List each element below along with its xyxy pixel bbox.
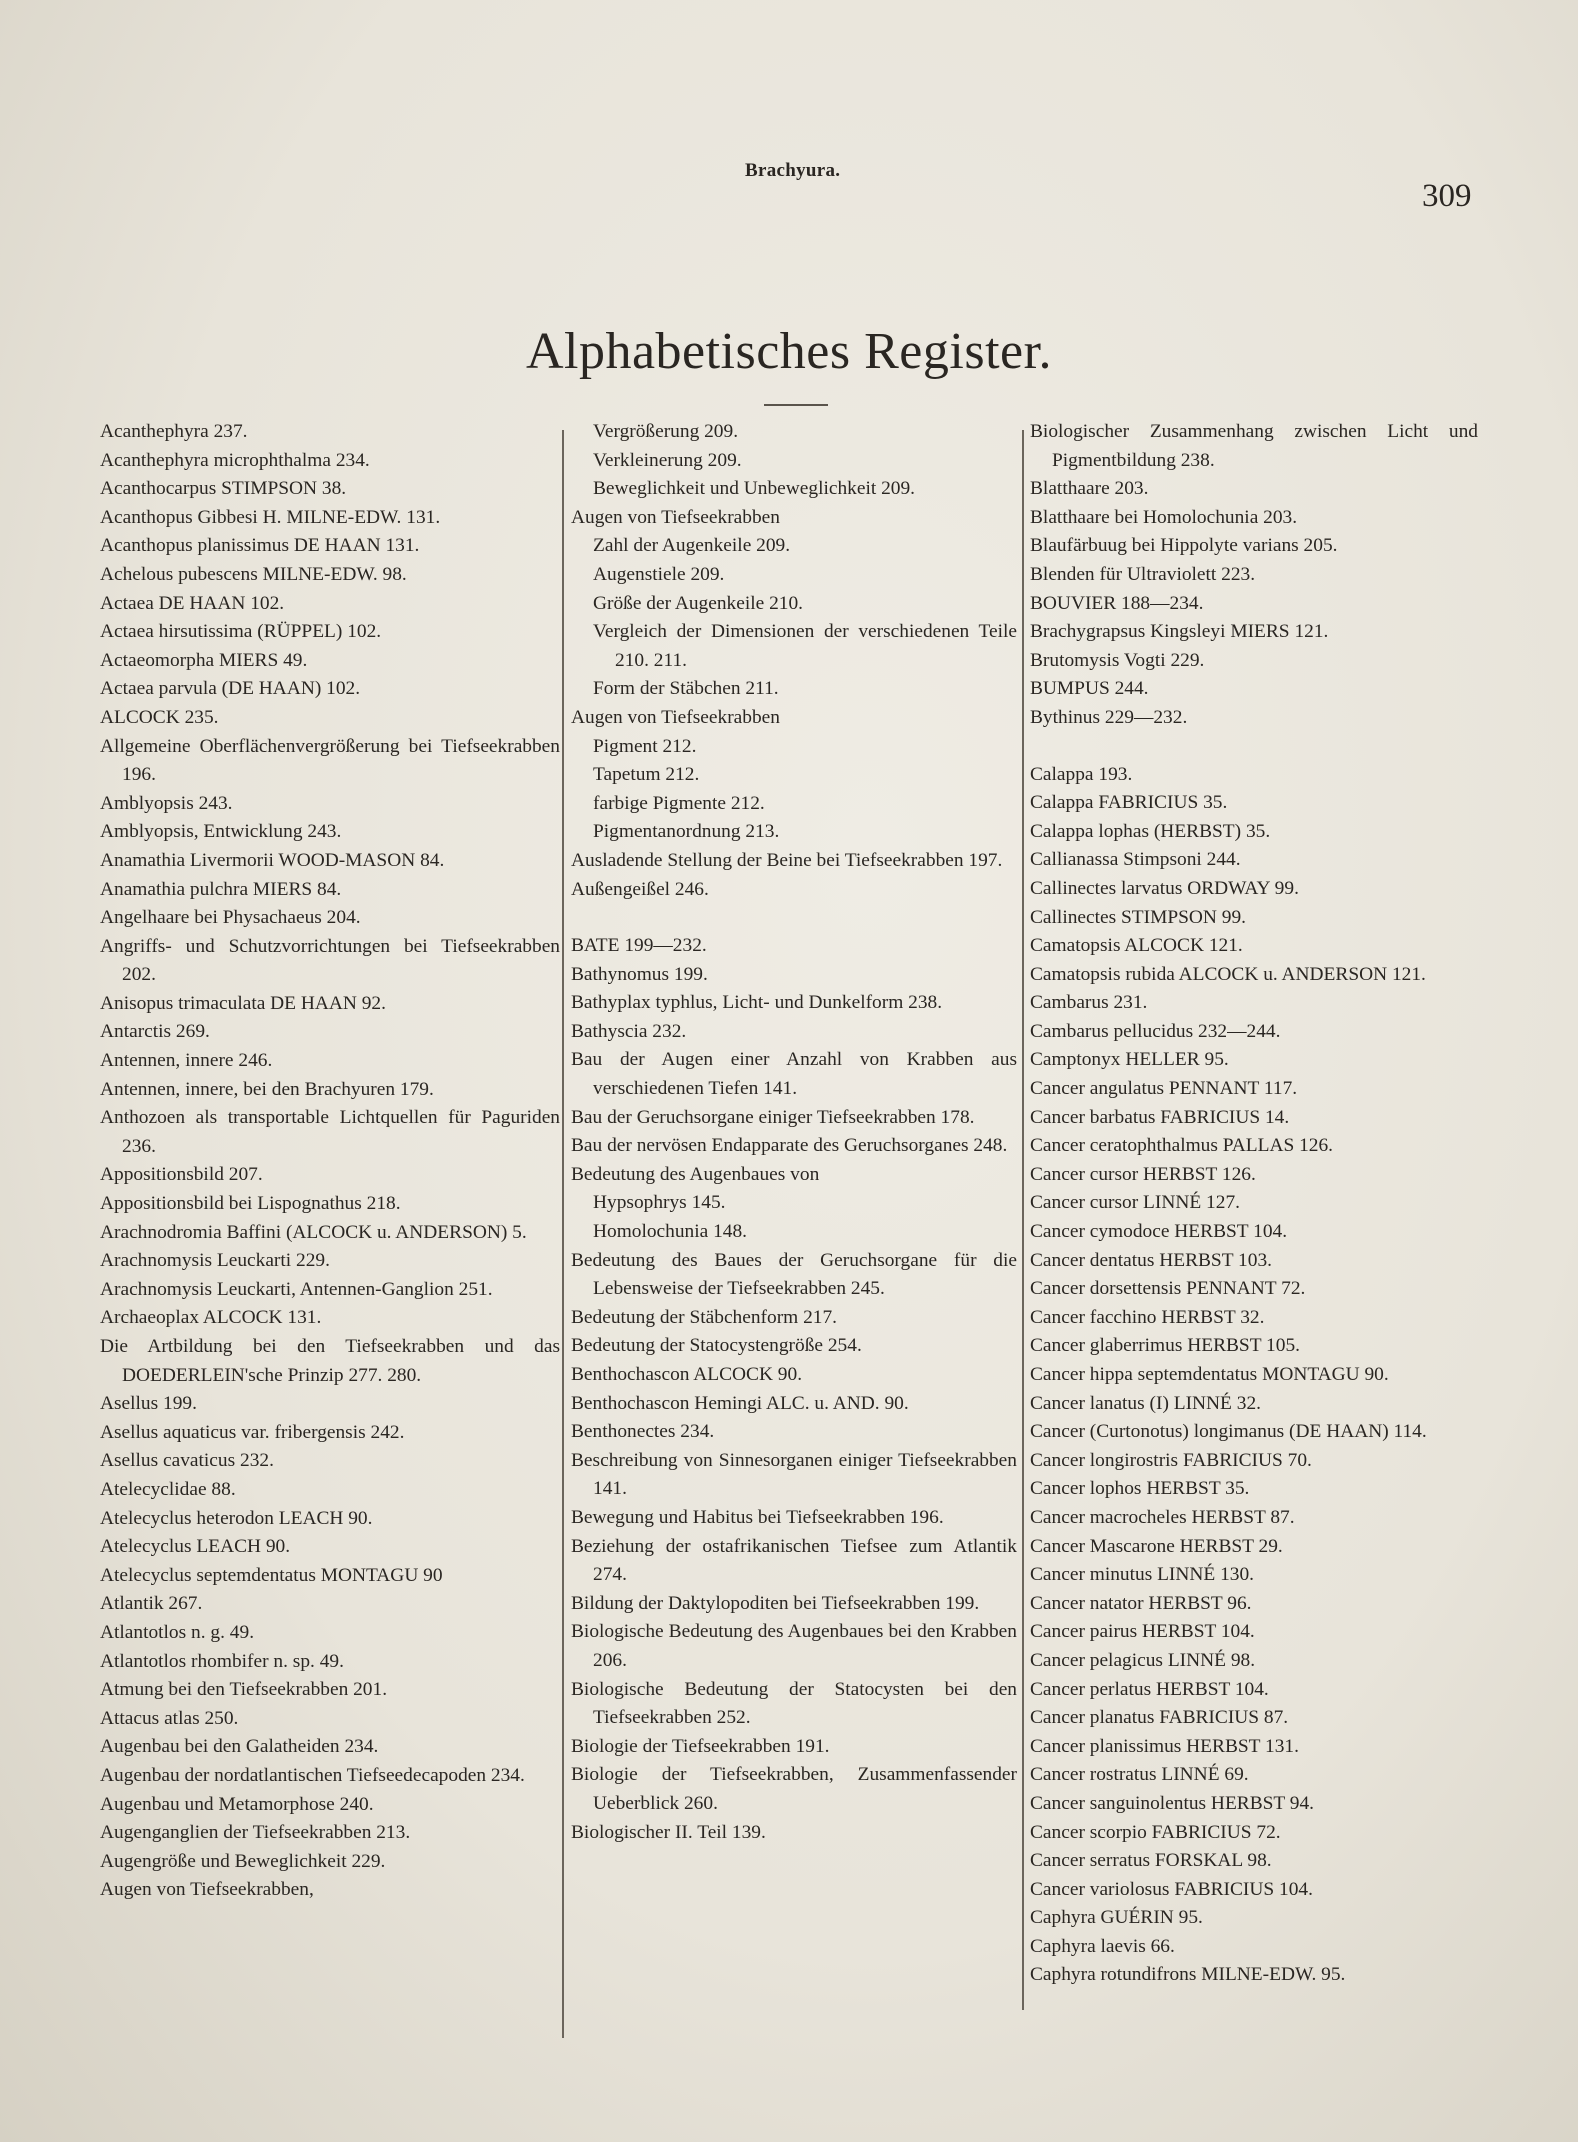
index-entry: ALCOCK 235.	[100, 706, 219, 728]
index-entry: Cancer longirostris FABRICIUS 70.	[1030, 1449, 1312, 1471]
running-head: Brachyura.	[745, 160, 841, 181]
index-entry: Brutomysis Vogti 229.	[1030, 649, 1205, 671]
index-entry: Calappa lophas (HERBST) 35.	[1030, 820, 1271, 842]
index-entry: Augen von Tiefseekrabben	[571, 706, 780, 728]
index-entry: Blenden für Ultraviolett 223.	[1030, 563, 1256, 585]
index-entry: Arachnodromia Baffini (ALCOCK u. ANDERSON) 5.	[100, 1221, 527, 1243]
index-entry: Archaeoplax ALCOCK 131.	[100, 1307, 322, 1329]
index-entry: BATE 199—232.	[571, 935, 707, 957]
index-entry: farbige Pigmente 212.	[593, 792, 765, 814]
index-entry: Cancer Mascarone HERBST 29.	[1030, 1535, 1283, 1557]
index-entry: Cancer pelagicus LINNÉ 98.	[1030, 1649, 1256, 1671]
index-entry: Arachnomysis Leuckarti, Antennen-Ganglion 251.	[100, 1278, 493, 1300]
index-entry: Antennen, innere, bei den Brachyuren 179.	[100, 1078, 434, 1100]
index-entry: Bathynomus 199.	[571, 963, 708, 985]
column-divider-2	[1022, 430, 1024, 2010]
index-entry: Atelecyclus LEACH 90.	[100, 1536, 291, 1558]
index-entry: Benthochascon Hemingi ALC. u. AND. 90.	[571, 1392, 909, 1414]
index-entry: Appositionsbild bei Lispognathus 218.	[100, 1193, 401, 1215]
index-entry: Asellus 199.	[100, 1393, 197, 1415]
index-entry: Cancer macrocheles HERBST 87.	[1030, 1506, 1295, 1528]
index-entry: Cancer planatus FABRICIUS 87.	[1030, 1707, 1289, 1729]
index-entry: Cancer perlatus HERBST 104.	[1030, 1678, 1269, 1700]
index-entry: Cancer serratus FORSKAL 98.	[1030, 1850, 1272, 1872]
index-entry: Actaea DE HAAN 102.	[100, 592, 285, 614]
index-entry: Cancer facchino HERBST 32.	[1030, 1306, 1265, 1328]
index-entry: Brachygrapsus Kingsleyi MIERS 121.	[1030, 621, 1329, 643]
index-entry: Pigment 212.	[593, 735, 697, 757]
index-entry: Angelhaare bei Physachaeus 204.	[100, 907, 361, 929]
index-entry: Außengeißel 246.	[571, 878, 709, 900]
index-entry: Bedeutung der Statocystengröße 254.	[571, 1335, 862, 1357]
index-entry: Vergrößerung 209.	[593, 421, 739, 442]
index-entry: Camptonyx HELLER 95.	[1030, 1049, 1229, 1071]
index-entry: Arachnomysis Leuckarti 229.	[100, 1250, 330, 1272]
title-rule	[764, 404, 828, 406]
index-entry: Ausladende Stellung der Beine bei Tiefseekrabben 197.	[571, 849, 1003, 871]
index-entry: Die Artbildung bei den Tiefseekrabben und das DOEDERLEIN'sche Prinzip 277. 280.	[100, 1336, 560, 1386]
index-column-3	[1030, 418, 1478, 1990]
index-column-2	[571, 418, 1017, 1847]
index-entry: Bildung der Daktylopoditen bei Tiefseekrabben 199.	[571, 1592, 980, 1614]
index-entry: Augenbau der nordatlantischen Tiefseedecapoden 234.	[100, 1764, 525, 1786]
index-entry: Cancer minutus LINNÉ 130.	[1030, 1564, 1255, 1586]
index-entry: Cancer rostratus LINNÉ 69.	[1030, 1764, 1249, 1786]
index-entry: BUMPUS 244.	[1030, 678, 1149, 700]
index-entry: Beweglichkeit und Unbeweglichkeit 209.	[593, 478, 916, 500]
index-entry: Allgemeine Oberflächenvergrößerung bei Tiefseekrabben 196.	[100, 735, 560, 786]
index-entry: Appositionsbild 207.	[100, 1164, 263, 1186]
index-entry: Bau der Geruchsorgane einiger Tiefseekrabben 178.	[571, 1106, 975, 1128]
index-entry: Cambarus pellucidus 232—244.	[1030, 1020, 1281, 1042]
index-entry: Callinectes larvatus ORDWAY 99.	[1030, 877, 1299, 899]
index-entry: Acanthephyra 237.	[100, 421, 248, 442]
index-entry: Calappa 193.	[1030, 763, 1133, 785]
index-entry: Anthozoen als transportable Lichtquellen für Paguriden 236.	[100, 1107, 560, 1157]
index-entry: Atmung bei den Tiefseekrabben 201.	[100, 1679, 388, 1701]
index-entry: Bathyscia 232.	[571, 1020, 687, 1042]
index-entry: Biologische Bedeutung des Augenbaues bei den Krabben 206.	[571, 1621, 1017, 1671]
index-entry: Cancer pairus HERBST 104.	[1030, 1621, 1255, 1643]
index-entry: Benthonectes 234.	[571, 1421, 715, 1443]
index-entry: Blatthaare 203.	[1030, 478, 1149, 500]
index-entry: Homolochunia 148.	[593, 1221, 748, 1243]
index-entry: Cancer scorpio FABRICIUS 72.	[1030, 1821, 1281, 1843]
index-entry: Caphyra laevis 66.	[1030, 1935, 1175, 1957]
index-entry: Acanthephyra microphthalma 234.	[100, 449, 370, 471]
index-entry: Camatopsis rubida ALCOCK u. ANDERSON 121.	[1030, 963, 1426, 985]
index-entry: Amblyopsis, Entwicklung 243.	[100, 821, 342, 843]
index-entry: Atelecyclus heterodon LEACH 90.	[100, 1507, 373, 1529]
index-entry: Anisopus trimaculata DE HAAN 92.	[100, 992, 386, 1014]
index-entry: Callianassa Stimpsoni 244.	[1030, 849, 1241, 871]
index-entry: Cancer lophos HERBST 35.	[1030, 1478, 1250, 1500]
index-entry: Achelous pubescens MILNE-EDW. 98.	[100, 563, 407, 585]
index-entry: Blaufärbuug bei Hippolyte varians 205.	[1030, 535, 1338, 557]
index-entry: Asellus aquaticus var. fribergensis 242.	[100, 1421, 405, 1443]
index-entry: Augenstiele 209.	[593, 563, 725, 585]
index-entry: Cancer ceratophthalmus PALLAS 126.	[1030, 1135, 1334, 1157]
index-entry: Bau der Augen einer Anzahl von Krabben aus verschiedenen Tiefen 141.	[571, 1049, 1017, 1100]
index-entry: Bewegung und Habitus bei Tiefseekrabben 196.	[571, 1506, 944, 1528]
index-entry: BOUVIER 188—234.	[1030, 592, 1204, 614]
index-entry: Bythinus 229—232.	[1030, 706, 1188, 728]
index-entry: Bedeutung des Augenbaues von	[571, 1163, 820, 1185]
index-entry: Actaeomorpha MIERS 49.	[100, 649, 308, 671]
index-entry: Biologischer Zusammenhang zwischen Licht und Pigmentbildung 238.	[1030, 421, 1478, 471]
index-entry: Anamathia pulchra MIERS 84.	[100, 878, 342, 900]
index-entry: Tapetum 212.	[593, 764, 700, 786]
index-entry: Biologischer II. Teil 139.	[571, 1821, 766, 1843]
index-entry: Cancer dentatus HERBST 103.	[1030, 1249, 1272, 1271]
index-entry: Pigmentanordnung 213.	[593, 821, 780, 843]
index-entry: Beschreibung von Sinnesorganen einiger Tiefseekrabben 141.	[571, 1449, 1017, 1500]
index-entry: Atelecyclus septemdentatus MONTAGU 90	[100, 1564, 443, 1586]
index-entry: Cancer lanatus (I) LINNÉ 32.	[1030, 1392, 1261, 1414]
index-entry: Antarctis 269.	[100, 1021, 210, 1043]
index-entry: Augenbau und Metamorphose 240.	[100, 1793, 374, 1815]
index-entry: Bathyplax typhlus, Licht- und Dunkelform 238.	[571, 992, 943, 1014]
index-entry: Acanthocarpus STIMPSON 38.	[100, 478, 347, 500]
index-entry: Acanthopus planissimus DE HAAN 131.	[100, 535, 420, 557]
index-entry: Attacus atlas 250.	[100, 1707, 239, 1729]
index-entry: Größe der Augenkeile 210.	[593, 592, 804, 614]
index-entry: Zahl der Augenkeile 209.	[593, 535, 791, 557]
index-entry: Augengröße und Beweglichkeit 229.	[100, 1850, 386, 1872]
index-entry: Augen von Tiefseekrabben,	[100, 1879, 314, 1901]
index-entry: Atlantotlos rhombifer n. sp. 49.	[100, 1650, 344, 1672]
index-entry: Acanthopus Gibbesi H. MILNE-EDW. 131.	[100, 506, 441, 528]
index-entry: Hypsophrys 145.	[593, 1192, 726, 1214]
index-entry: Benthochascon ALCOCK 90.	[571, 1364, 803, 1385]
index-entry: Bedeutung des Baues der Geruchsorgane für die Lebensweise der Tiefseekrabben 245.	[571, 1249, 1017, 1300]
index-entry: Bau der nervösen Endapparate des Geruchsorganes 248.	[571, 1135, 1008, 1157]
index-entry: Blatthaare bei Homolochunia 203.	[1030, 506, 1298, 528]
index-entry: Biologie der Tiefseekrabben, Zusammenfassender Ueberblick 260.	[571, 1764, 1017, 1814]
index-entry: Form der Stäbchen 211.	[593, 678, 779, 700]
index-entry: Beziehung der ostafrikanischen Tiefsee zum Atlantik 274.	[571, 1535, 1017, 1586]
index-entry: Atelecyclidae 88.	[100, 1478, 236, 1500]
index-entry: Asellus cavaticus 232.	[100, 1450, 274, 1472]
index-entry: Cancer cursor LINNÉ 127.	[1030, 1192, 1240, 1214]
index-entry: Atlantotlos n. g. 49.	[100, 1621, 255, 1643]
index-entry: Cancer natator HERBST 96.	[1030, 1592, 1252, 1614]
index-entry: Actaea hirsutissima (RÜPPEL) 102.	[100, 621, 382, 643]
index-entry: Cancer cursor HERBST 126.	[1030, 1163, 1256, 1185]
index-entry: Actaea parvula (DE HAAN) 102.	[100, 678, 361, 700]
page-title: Alphabetisches Register.	[525, 323, 1053, 380]
index-entry: Amblyopsis 243.	[100, 792, 233, 814]
index-entry: Caphyra rotundifrons MILNE-EDW. 95.	[1030, 1964, 1346, 1986]
index-entry: Biologische Bedeutung der Statocysten bei den Tiefseekrabben 252.	[571, 1678, 1017, 1729]
index-entry: Camatopsis ALCOCK 121.	[1030, 935, 1243, 957]
index-entry: Cancer planissimus HERBST 131.	[1030, 1735, 1299, 1757]
index-entry: Caphyra GUÉRIN 95.	[1030, 1907, 1203, 1929]
index-entry: Augenbau bei den Galatheiden 234.	[100, 1736, 379, 1758]
index-entry: Verkleinerung 209.	[593, 449, 742, 471]
index-entry: Angriffs- und Schutzvorrichtungen bei Tiefseekrabben 202.	[100, 935, 560, 986]
index-entry: Cancer (Curtonotus) longimanus (DE HAAN) 114.	[1030, 1421, 1427, 1443]
index-entry: Augen von Tiefseekrabben	[571, 506, 780, 528]
index-entry: Antennen, innere 246.	[100, 1050, 273, 1072]
index-entry: Vergleich der Dimensionen der verschiedenen Teile 210. 211.	[593, 621, 1017, 671]
index-entry: Cancer barbatus FABRICIUS 14.	[1030, 1106, 1290, 1128]
index-entry: Atlantik 267.	[100, 1593, 203, 1615]
index-entry: Anamathia Livermorii WOOD-MASON 84.	[100, 849, 445, 871]
index-entry: Callinectes STIMPSON 99.	[1030, 906, 1246, 928]
index-entry: Cancer glaberrimus HERBST 105.	[1030, 1335, 1300, 1357]
index-entry: Cancer angulatus PENNANT 117.	[1030, 1078, 1298, 1100]
index-entry: Augenganglien der Tiefseekrabben 213.	[100, 1822, 411, 1844]
index-entry: Cancer hippa septemdentatus MONTAGU 90.	[1030, 1364, 1389, 1385]
index-entry: Calappa FABRICIUS 35.	[1030, 792, 1228, 814]
column-divider-1	[562, 430, 564, 2038]
page-number: 309	[1422, 178, 1472, 214]
index-entry: Cancer dorsettensis PENNANT 72.	[1030, 1278, 1306, 1300]
index-entry: Bedeutung der Stäbchenform 217.	[571, 1306, 838, 1328]
index-column-1	[100, 418, 560, 1905]
index-entry: Cancer cymodoce HERBST 104.	[1030, 1221, 1288, 1243]
index-entry: Cancer variolosus FABRICIUS 104.	[1030, 1878, 1313, 1900]
index-entry: Cancer sanguinolentus HERBST 94.	[1030, 1792, 1315, 1814]
index-entry: Cambarus 231.	[1030, 992, 1148, 1014]
index-entry: Biologie der Tiefseekrabben 191.	[571, 1735, 830, 1757]
